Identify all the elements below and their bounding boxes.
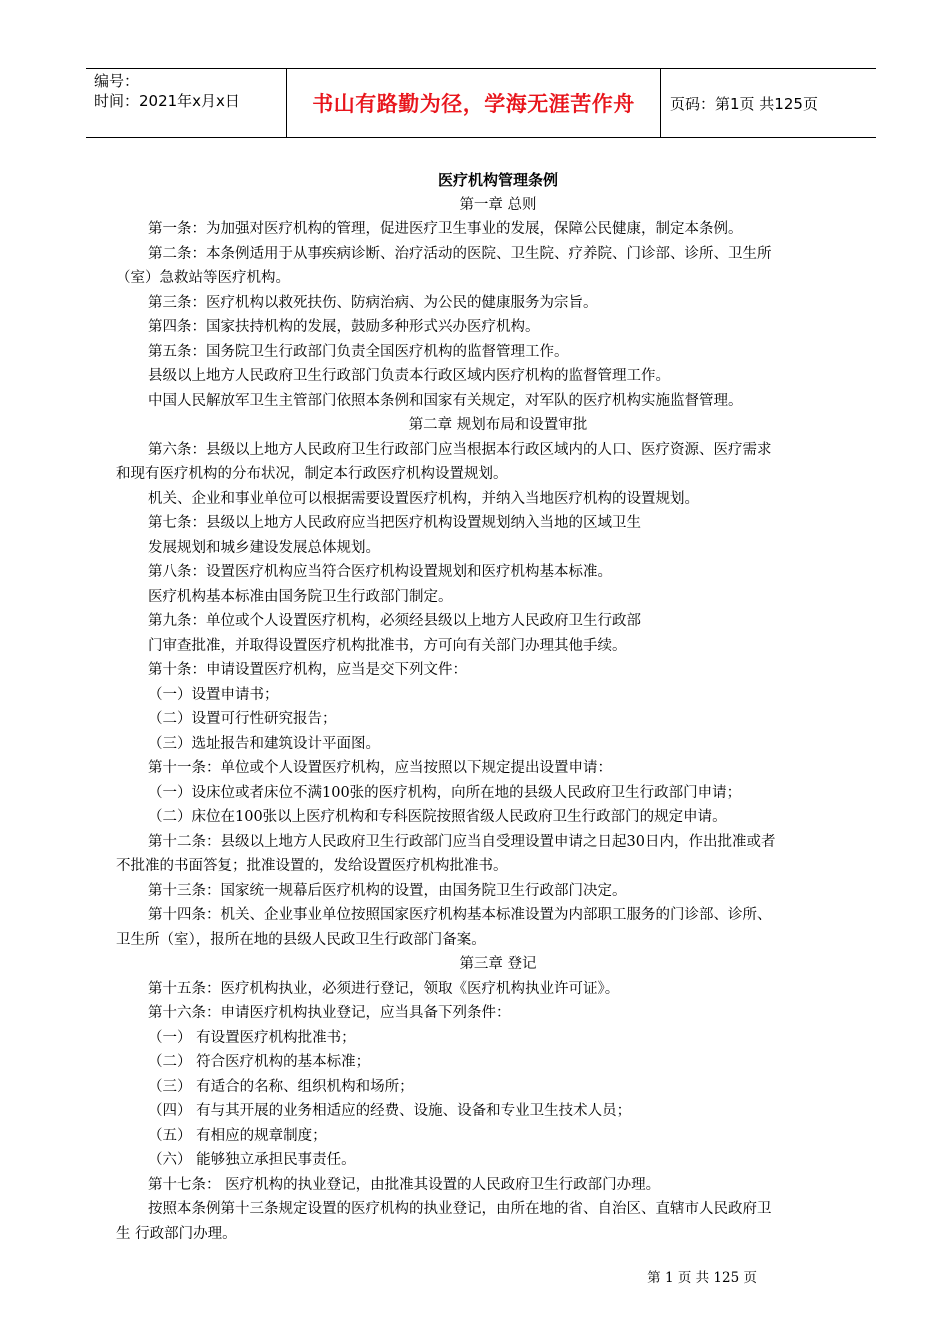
paragraph-line: 第十七条： 医疗机构的执业登记，由批准其设置的人民政府卫生行政部门办理。 — [148, 1176, 661, 1193]
paragraph-line: （六） 能够独立承担民事责任。 — [148, 1152, 356, 1168]
paragraph-line: 第十二条：县级以上地方人民政府卫生行政部门应当自受理设置申请之日起30日内，作出批准或者 — [148, 833, 776, 850]
paragraph-line: 中国人民解放军卫生主管部门依照本条例和国家有关规定，对军队的医疗机构实施监督管理。 — [148, 392, 743, 409]
paragraph-line: 生 行政部门办理。 — [116, 1225, 237, 1242]
paragraph-line: 机关、企业和事业单位可以根据需要设置医疗机构，并纳入当地医疗机构的设置规划。 — [148, 490, 699, 507]
paragraph-line: 医疗机构基本标准由国务院卫生行政部门制定。 — [148, 588, 453, 605]
paragraph-line: 第三条：医疗机构以救死扶伤、防病治病、为公民的健康服务为宗旨。 — [148, 294, 598, 311]
paragraph-line: 门审查批准，并取得设置医疗机构批准书，方可向有关部门办理其他手续。 — [148, 637, 627, 654]
paragraph-line: 第十三条：国家统一规幕后医疗机构的设置，由国务院卫生行政部门决定。 — [148, 882, 627, 899]
paragraph-line: 和现有医疗机构的分布状况，制定本行政医疗机构设置规划。 — [116, 466, 508, 482]
paragraph-line: 第十六条：申请医疗机构执业登记，应当具备下列条件： — [148, 1005, 511, 1021]
paragraph-line: 第八条：设置医疗机构应当符合医疗机构设置规划和医疗机构基本标准。 — [148, 564, 612, 580]
paragraph-line: （二）设置可行性研究报告； — [148, 711, 337, 727]
paragraph-line: 第五条：国务院卫生行政部门负责全国医疗机构的监督管理工作。 — [148, 343, 569, 360]
paragraph-line: 第七条：县级以上地方人民政府应当把医疗机构设置规划纳入当地的区域卫生 — [148, 515, 641, 531]
paragraph-line: （一）设床位或者床位不满100张的医疗机构，向所在地的县级人民政府卫生行政部门申请； — [148, 784, 742, 801]
paragraph-line: （二）床位在100张以上医疗机构和专科医院按照省级人民政府卫生行政部门的规定申请。 — [148, 809, 727, 825]
document-time-label: 时间：2021年x月x日 — [94, 92, 240, 110]
paragraph-line: （四） 有与其开展的业务相适应的经费、设施、设备和专业卫生技术人员； — [148, 1103, 632, 1119]
paragraph-line: 县级以上地方人民政府卫生行政部门负责本行政区域内医疗机构的监督管理工作。 — [148, 368, 670, 384]
paragraph-line: 发展规划和城乡建设发展总体规划。 — [148, 539, 380, 556]
document-body — [116, 168, 880, 1246]
header-motto: 书山有路勤为径，学海无涯苦作舟 — [312, 92, 635, 116]
document-lines — [116, 193, 880, 1247]
paragraph-line: （一）设置申请书； — [148, 686, 279, 703]
paragraph-line: 第二条：本条例适用于从事疾病诊断、治疗活动的医院、卫生院、疗养院、门诊部、诊所、卫生所 — [148, 245, 772, 262]
paragraph-line: 不批准的书面答复；批准设置的，发给设置医疗机构批准书。 — [116, 858, 508, 874]
document-number-label: 编号： — [94, 72, 140, 90]
paragraph-line: 第六条：县级以上地方人民政府卫生行政部门应当根据本行政区域内的人口、医疗资源、医疗需求 — [148, 441, 772, 458]
page-header — [86, 68, 876, 138]
paragraph-line: （二） 符合医疗机构的基本标准； — [148, 1054, 371, 1070]
paragraph-line: 第十一条：单位或个人设置医疗机构，应当按照以下规定提出设置申请： — [148, 760, 612, 776]
paragraph-line: 第四条：国家扶持机构的发展，鼓励多种形式兴办医疗机构。 — [148, 319, 540, 335]
paragraph-line: （五） 有相应的规章制度； — [148, 1127, 327, 1144]
paragraph-line: （三）选址报告和建筑设计平面图。 — [148, 735, 380, 752]
paragraph-line: （三） 有适合的名称、组织机构和场所； — [148, 1078, 414, 1095]
paragraph-line: 按照本条例第十三条规定设置的医疗机构的执业登记，由所在地的省、自治区、直辖市人民政府卫 — [148, 1201, 772, 1217]
header-page-number: 页码：第1页 共125页 — [670, 94, 818, 113]
paragraph-line: （室）急救站等医疗机构。 — [116, 270, 290, 286]
chapter-heading: 第二章 规划布局和设置审批 — [408, 417, 588, 433]
chapter-heading: 第三章 登记 — [459, 956, 537, 972]
header-divider — [660, 69, 661, 137]
chapter-heading: 第一章 总则 — [459, 196, 537, 213]
paragraph-line: 第十四条：机关、企业事业单位按照国家医疗机构基本标准设置为内部职工服务的门诊部、诊所、 — [148, 907, 772, 923]
document-title: 医疗机构管理条例 — [437, 171, 558, 189]
paragraph-line: 第九条：单位或个人设置医疗机构，必须经县级以上地方人民政府卫生行政部 — [148, 613, 641, 629]
paragraph-line: 卫生所（室），报所在地的县级人民政卫生行政部门备案。 — [116, 931, 486, 948]
paragraph-line: （一） 有设置医疗机构批准书； — [148, 1029, 356, 1046]
page-footer: 第 1 页 共 125 页 — [647, 1270, 757, 1286]
paragraph-line: 第一条：为加强对医疗机构的管理，促进医疗卫生事业的发展，保障公民健康，制定本条例。 — [148, 221, 743, 237]
paragraph-line: 第十条：申请设置医疗机构，应当是交下列文件： — [148, 662, 467, 678]
header-meta — [94, 71, 290, 111]
paragraph-line: 第十五条：医疗机构执业，必须进行登记，领取《医疗机构执业许可证》。 — [148, 980, 620, 997]
